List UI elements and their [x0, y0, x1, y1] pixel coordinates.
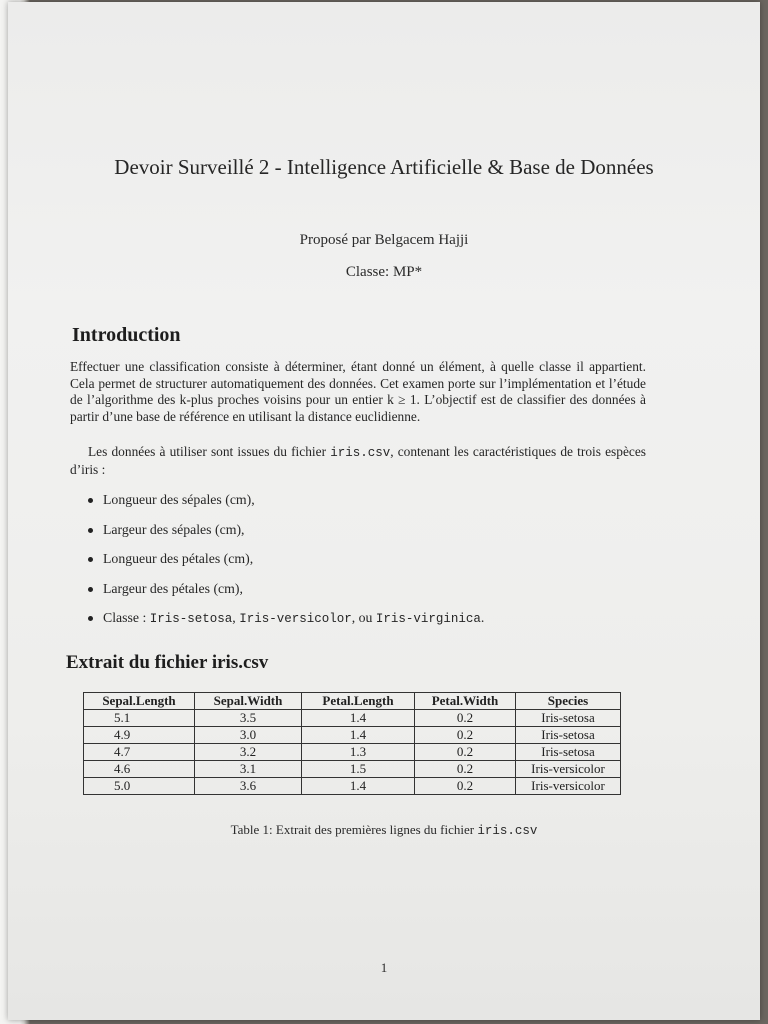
bullet-icon	[88, 498, 93, 503]
class-versicolor: Iris-versicolor	[239, 612, 352, 626]
column-header: Species	[516, 693, 621, 710]
bullet-icon	[88, 616, 93, 621]
characteristics-list	[88, 492, 484, 640]
list-item-text: Longueur des sépales (cm),	[103, 492, 255, 507]
table-cell: Iris-versicolor	[516, 778, 621, 795]
table-cell: 0.2	[415, 744, 516, 761]
table-cell: Iris-setosa	[516, 744, 621, 761]
list-item	[88, 522, 484, 552]
table-row	[84, 778, 621, 795]
list-item-text	[103, 610, 484, 626]
list-item	[88, 581, 484, 611]
table-row	[84, 710, 621, 727]
table-row	[84, 744, 621, 761]
table-cell: Iris-setosa	[516, 727, 621, 744]
table-cell: 1.4	[302, 710, 415, 727]
list-item-text: Largeur des sépales (cm),	[103, 521, 245, 537]
document-author: Proposé par Belgacem Hajji	[299, 232, 469, 248]
table-cell: Iris-versicolor	[516, 761, 621, 778]
paragraph-2-text-after: , contenant les caractéristiques de trois espèces d’iris :	[70, 444, 646, 477]
extract-heading: Extrait du fichier iris.csv	[66, 652, 269, 673]
paragraph-2-text-before: Les données à utiliser sont issues du fichier	[88, 444, 331, 459]
table-row	[84, 761, 621, 778]
list-item	[88, 492, 484, 522]
table-cell: 3.2	[195, 744, 302, 761]
caption-text: Table 1: Extrait des premières lignes du fichier	[230, 822, 478, 837]
document-page	[8, 2, 760, 1020]
table-header-row	[84, 693, 621, 710]
bullet-icon	[88, 557, 93, 562]
document-title: Devoir Surveillé 2 - Intelligence Artificielle & Base de Données	[114, 155, 654, 179]
table-cell: 3.5	[195, 710, 302, 727]
caption-filename: iris.csv	[477, 824, 538, 838]
bullet-icon	[88, 587, 93, 592]
page-number: 1	[380, 960, 388, 975]
table-cell: 0.2	[415, 710, 516, 727]
table-cell: 1.4	[302, 778, 415, 795]
table-cell: 4.7	[84, 744, 195, 761]
list-item-text: Largeur des pétales (cm),	[103, 580, 243, 596]
table-cell: 0.2	[415, 778, 516, 795]
table-cell: 4.9	[84, 727, 195, 744]
introduction-heading: Introduction	[72, 324, 181, 346]
column-header: Sepal.Length	[84, 693, 195, 710]
table-cell: 5.1	[84, 710, 195, 727]
table-cell: 5.0	[84, 778, 195, 795]
list-item	[88, 610, 484, 640]
class-separator: ,	[232, 610, 240, 625]
table-cell: 4.6	[84, 761, 195, 778]
table-cell: Iris-setosa	[516, 710, 621, 727]
iris-table	[83, 692, 621, 795]
table-cell: 1.5	[302, 761, 415, 778]
class-setosa: Iris-setosa	[149, 612, 233, 626]
classe-prefix: Classe :	[103, 610, 150, 625]
introduction-paragraph-2	[70, 444, 646, 478]
table-cell: 0.2	[415, 727, 516, 744]
column-header: Petal.Width	[415, 693, 516, 710]
table-caption	[48, 822, 720, 838]
list-item-text: Longueur des pétales (cm),	[103, 551, 254, 566]
list-item	[88, 551, 484, 581]
table-cell: 1.4	[302, 727, 415, 744]
column-header: Sepal.Width	[195, 693, 302, 710]
column-header: Petal.Length	[302, 693, 415, 710]
introduction-paragraph-1: Effectuer une classification consiste à déterminer, étant donné un élément, à quelle classe il appartient. Cela permet de structurer automatiquement des données. Cet examen porte sur l’implémentation et l’étude de l’algorithme des k-plus proches voisins pour un entier k ≥ 1. L’objectif est de classifier des données à partir d’une base de référence en utilisant la distance euclidienne.	[70, 359, 646, 424]
bullet-icon	[88, 528, 93, 533]
document-class: Classe: MP*	[345, 264, 423, 280]
table-cell: 3.0	[195, 727, 302, 744]
table-row	[84, 727, 621, 744]
table-cell: 3.1	[195, 761, 302, 778]
table-cell: 1.3	[302, 744, 415, 761]
class-suffix: .	[480, 610, 485, 625]
table-cell: 0.2	[415, 761, 516, 778]
paragraph-2-filename: iris.csv	[330, 446, 391, 460]
class-virginica: Iris-virginica	[375, 612, 481, 626]
table-cell: 3.6	[195, 778, 302, 795]
class-separator: , ou	[351, 610, 376, 625]
